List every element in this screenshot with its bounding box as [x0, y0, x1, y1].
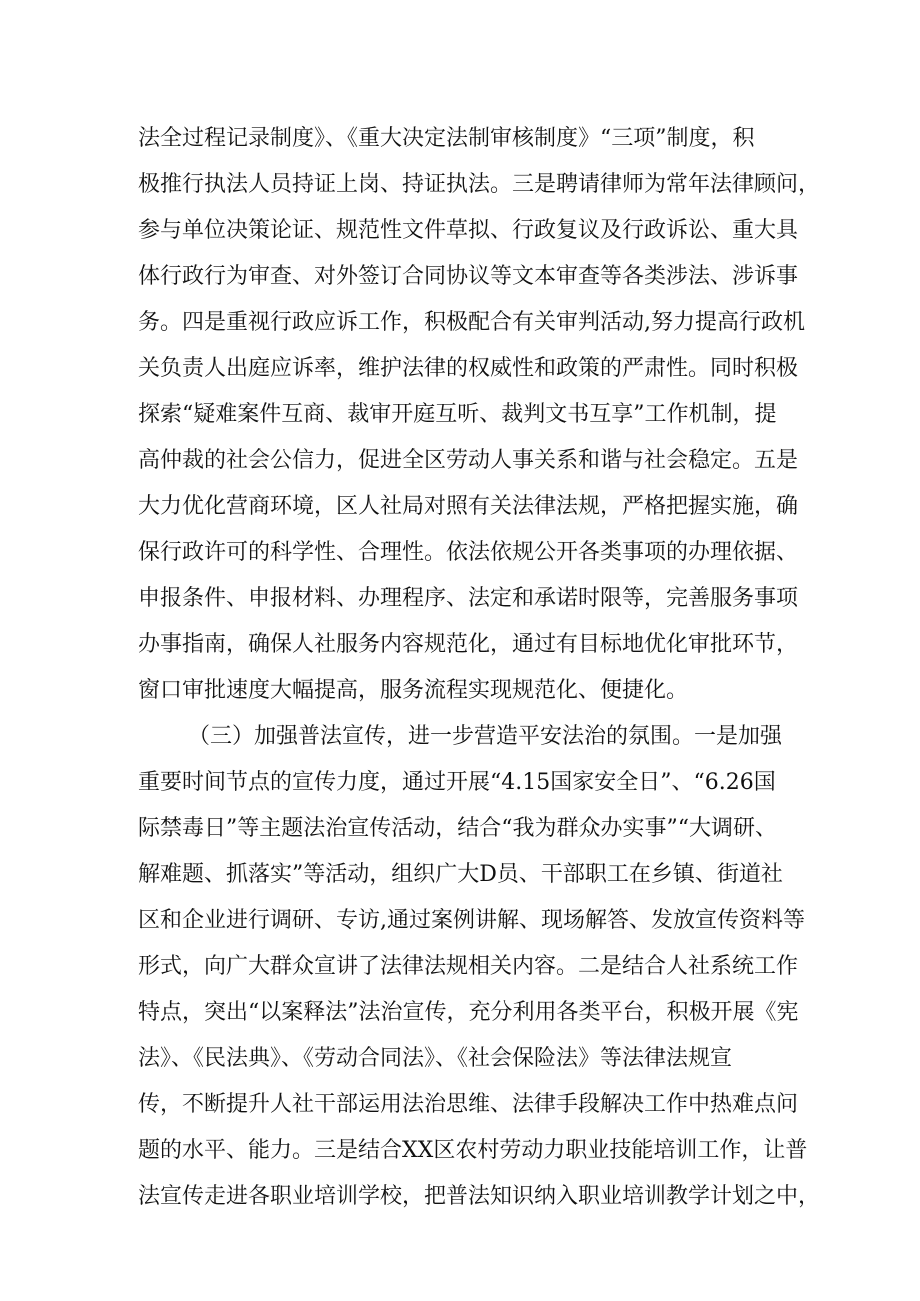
text-line: 重要时间节点的宣传力度，通过开展“4.15国家安全日”、“6.26国	[138, 770, 776, 795]
text-line: 法全过程记录制度》、《重大决定法制审核制度》“三项”制度，积	[138, 126, 755, 151]
text-line: 关负责人出庭应诉率，维护法律的权威性和政策的严肃性。同时积极	[138, 356, 799, 381]
text-line: 题的水平、能力。三是结合XX区农村劳动力职业技能培训工作，让普	[138, 1138, 808, 1163]
text-line: 探索“疑难案件互商、裁审开庭互听、裁判文书互享”工作机制，提	[138, 402, 777, 427]
text-line: 传，不断提升人社干部运用法治思维、法律手段解决工作中热难点问	[138, 1092, 799, 1117]
text-line: 申报条件、申报材料、办理程序、法定和承诺时限等，完善服务事项	[138, 586, 799, 611]
text-line: 参与单位决策论证、规范性文件草拟、行政复议及行政诉讼、重大具	[138, 218, 799, 243]
text-line: 大力优化营商环境，区人社局对照有关法律法规，严格把握实施，确	[138, 494, 799, 519]
text-line: 形式，向广大群众宣讲了法律法规相关内容。二是结合人社系统工作	[138, 954, 799, 979]
text-line: 高仲裁的社会公信力，促进全区劳动人事关系和谐与社会稳定。五是	[138, 448, 799, 473]
text-line: 体行政行为审查、对外签订合同协议等文本审查等各类涉法、涉诉事	[138, 264, 799, 289]
text-line: 窗口审批速度大幅提高，服务流程实现规范化、便捷化。	[138, 678, 689, 703]
text-line: 法》、《民法典》、《劳动合同法》、《社会保险法》等法律法规宣	[138, 1046, 733, 1071]
text-line: 区和企业进行调研、专访,通过案例讲解、现场解答、发放宣传资料等	[138, 908, 805, 933]
text-line: 务。四是重视行政应诉工作，积极配合有关审判活动,努力提高行政机	[138, 310, 805, 335]
text-line: 办事指南，确保人社服务内容规范化，通过有目标地优化审批环节，	[138, 632, 799, 657]
text-line: 际禁毒日”等主题法治宣传活动，结合“我为群众办实事”“大调研、	[138, 816, 777, 841]
text-line: 法宣传走进各职业培训学校，把普法知识纳入职业培训教学计划之中，	[138, 1184, 821, 1209]
text-line: 保行政许可的科学性、合理性。依法依规公开各类事项的办理依据、	[138, 540, 799, 565]
text-line: 特点，突出“以案释法”法治宣传，充分利用各类平台，积极开展《宪	[138, 1000, 799, 1025]
text-line: 极推行执法人员持证上岗、持证执法。三是聘请律师为常年法律顾问，	[138, 172, 821, 197]
text-line: 解难题、抓落实”等活动，组织广大D员、干部职工在乡镇、街道社	[138, 862, 783, 887]
section-heading-line: （三）加强普法宣传，进一步营造平安法治的氛围。一是加强	[188, 724, 783, 749]
